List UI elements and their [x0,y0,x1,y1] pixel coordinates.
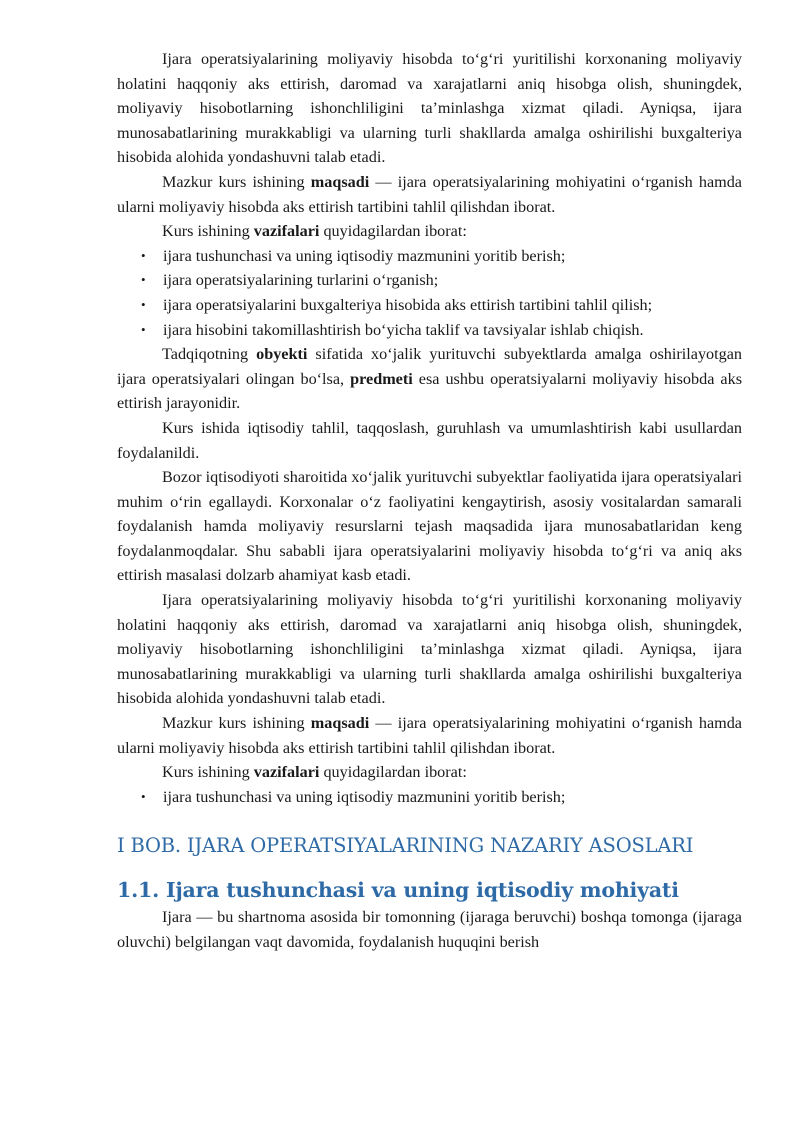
list-item: • ijara hisobini takomillashtirish bo‘yicha taklif va tavsiyalar ishlab chiqish. [117,318,742,343]
bullet-icon: • [141,272,146,288]
section-heading: 1.1. Ijara tushunchasi va uning iqtisodiy mohiyati [117,878,679,903]
bullet-icon: • [141,321,146,337]
chapter-heading: I BOB. IJARA OPERATSIYALARINING NAZARIY ASOSLARI [117,834,694,858]
tasks-list-repeat [117,785,742,810]
bullet-icon: • [141,788,146,804]
goal-term: maqsadi [310,714,370,733]
tasks-term: vazifalari [253,763,320,782]
tasks-list [117,244,742,342]
paragraph-methods: Kurs ishida iqtisodiy tahlil, taqqoslash, guruhlash va umumlashtirish kabi usullardan foydalanildi. [117,418,742,462]
list-item: • ijara operatsiyalarini buxgalteriya hisobida aks ettirish tartibini tahlil qilish; [117,293,742,318]
paragraph-importance: Ijara operatsiyalarining moliyaviy hisobda to‘g‘ri yuritilishi korxonaning moliyaviy holatini haqqoniy aks ettirish, daromad va xarajatlarni aniq hisobga olish, shuningdek, moliyaviy hisobotlarning ishonchliligini ta’minlashga xizmat qiladi. Ayniqsa, ijara munosabatlarining murakkabligi va ularning turli shakllarda amalga oshirilishi buxgalteriya hisobida alohida yondashuvni talab etadi. [117,50,742,167]
bullet-icon: • [141,296,146,312]
object-term: obyekti [256,345,308,364]
tasks-term: vazifalari [253,222,320,241]
paragraph-tasks-intro: Kurs ishining vazifalari quyidagilardan iborat: [162,222,467,241]
paragraph-tasks-intro-repeat: Kurs ishining vazifalari quyidagilardan iborat: [162,763,467,782]
subject-term: predmeti [350,369,413,388]
paragraph-goal: Mazkur kurs ishining maqsadi — ijara operatsiyalarining mohiyatini o‘rganish hamda ularni moliyaviy hisobda aks ettirish tartibini tahlil qilishdan iborat. [117,172,742,216]
paragraph-definition: Ijara — bu shartnoma asosida bir tomonning (ijaraga beruvchi) boshqa tomonga (ijaraga oluvchi) belgilangan vaqt davomida, foydalanish huquqini berish [117,908,742,951]
goal-term: maqsadi [310,172,370,191]
paragraph-object-subject: Tadqiqotning obyekti sifatida xo‘jalik yurituvchi subyektlarda amalga oshirilayotgan ijara operatsiyalari olingan bo‘lsa, predmeti esa ushbu operatsiyalarni moliyaviy hisobda aks ettirish jarayonidir. [117,345,743,413]
paragraph-relevance: Bozor iqtisodiyoti sharoitida xo‘jalik yurituvchi subyektlar faoliyatida ijara operatsiyalari muhim o‘rin egallaydi. Korxonalar o‘z faoliyatini kengaytirish, asosiy vositalardan samarali foydalanish hamda moliyaviy resurslarni tejash maqsadida ijara munosabatlaridan keng foydalanmoqdalar. Shu sababli ijara operatsiyalarini moliyaviy hisobda to‘g‘ri va aniq aks ettirish masalasi dolzarb ahamiyat kasb etadi. [117,468,742,585]
list-item: • ijara tushunchasi va uning iqtisodiy mazmunini yoritib berish; [117,244,742,269]
list-item: • ijara tushunchasi va uning iqtisodiy mazmunini yoritib berish; [117,785,742,810]
paragraph-goal-repeat: Mazkur kurs ishining maqsadi — ijara operatsiyalarining mohiyatini o‘rganish hamda ularni moliyaviy hisobda aks ettirish tartibini tahlil qilishdan iborat. [117,714,742,757]
bullet-icon: • [141,247,146,263]
list-item: • ijara operatsiyalarining turlarini o‘rganish; [117,268,742,293]
paragraph-importance-repeat: Ijara operatsiyalarining moliyaviy hisobda to‘g‘ri yuritilishi korxonaning moliyaviy holatini haqqoniy aks ettirish, daromad va xarajatlarni aniq hisobga olish, shuningdek, moliyaviy hisobotlarning ishonchliligini ta’minlashga xizmat qiladi. Ayniqsa, ijara munosabatlarining murakkabligi va ularning turli shakllarda amalga oshirilishi buxgalteriya hisobida alohida yondashuvni talab etadi. [117,591,742,708]
